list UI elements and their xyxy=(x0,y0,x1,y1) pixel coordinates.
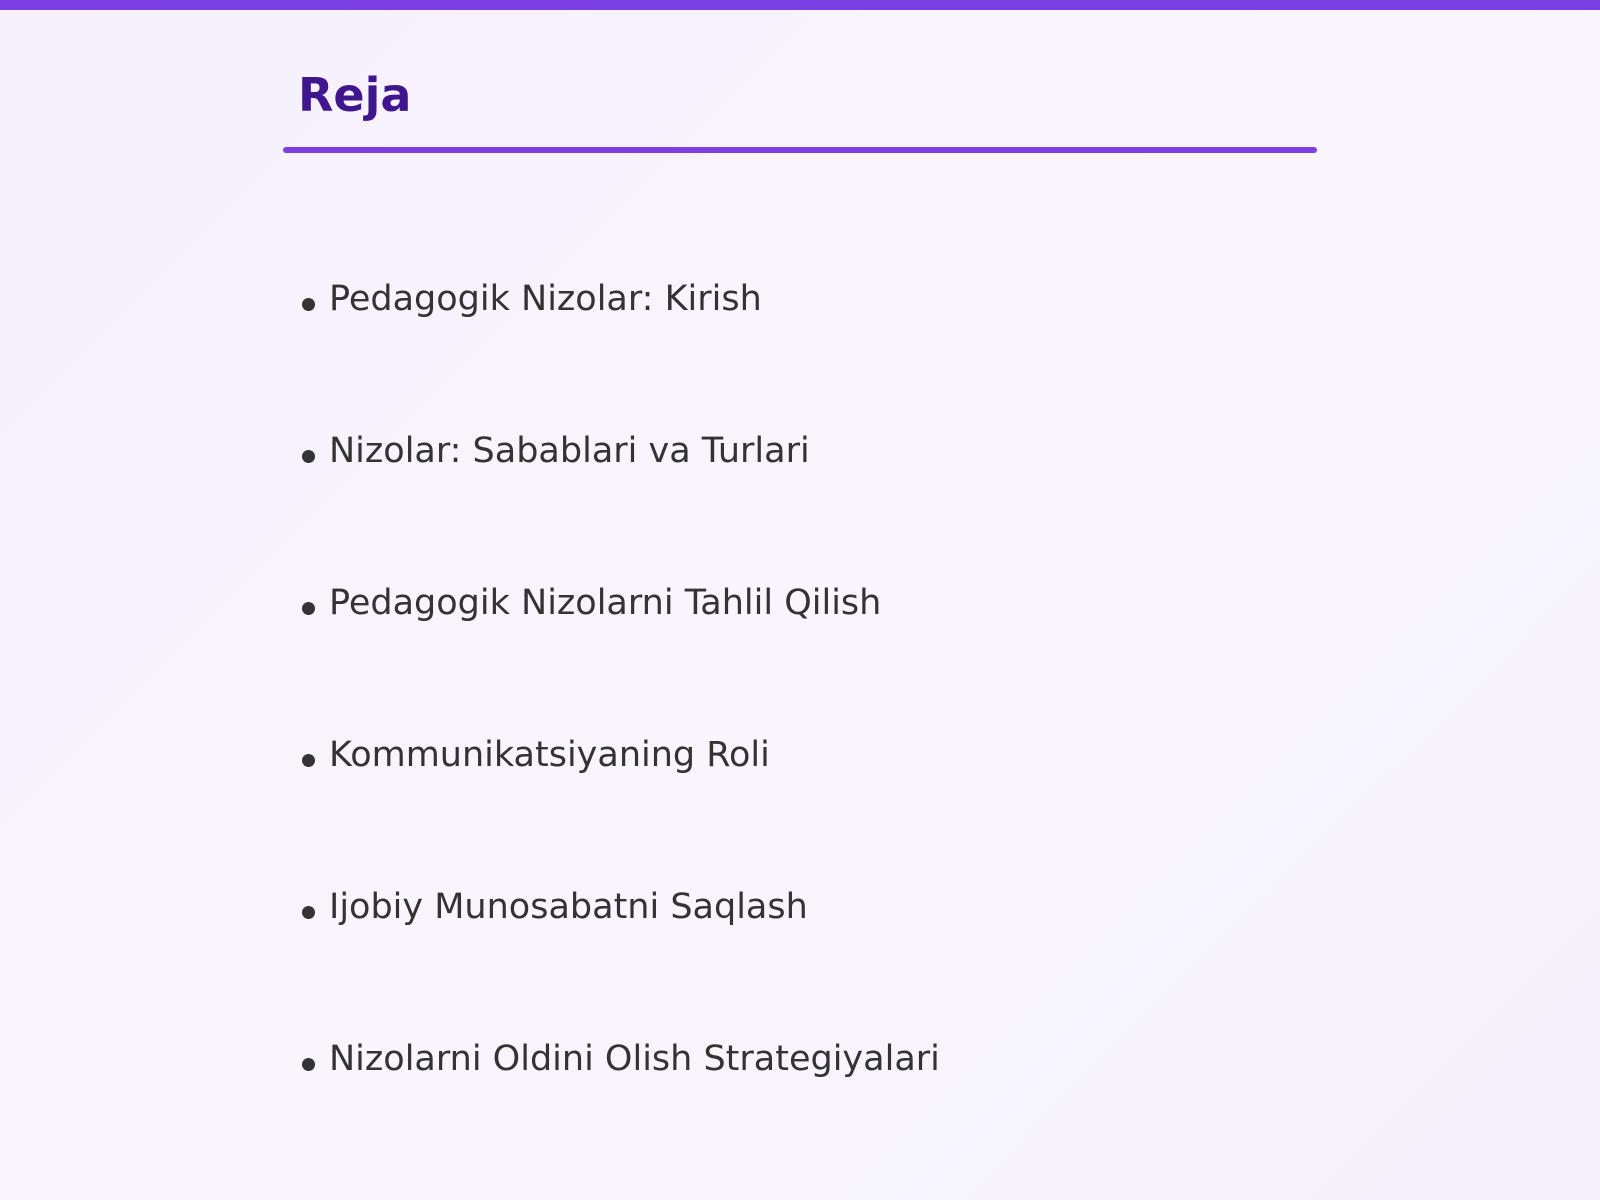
bullet-icon xyxy=(302,298,315,311)
bullet-icon xyxy=(302,906,315,919)
bullet-icon xyxy=(302,754,315,767)
title-underline xyxy=(283,147,1317,153)
agenda-item-label: Nizolarni Oldini Olish Strategiyalari xyxy=(329,1039,940,1079)
agenda-item-label: Nizolar: Sabablari va Turlari xyxy=(329,431,810,471)
bullet-icon xyxy=(302,602,315,615)
bullet-icon xyxy=(302,1058,315,1071)
bullet-icon xyxy=(302,450,315,463)
top-accent-bar xyxy=(0,0,1600,10)
slide-title: Reja xyxy=(298,68,412,122)
agenda-item-label: Pedagogik Nizolarni Tahlil Qilish xyxy=(329,583,882,623)
agenda-item-label: Ijobiy Munosabatni Saqlash xyxy=(329,887,808,927)
agenda-item-label: Pedagogik Nizolar: Kirish xyxy=(329,279,762,319)
agenda-item-label: Kommunikatsiyaning Roli xyxy=(329,735,770,775)
